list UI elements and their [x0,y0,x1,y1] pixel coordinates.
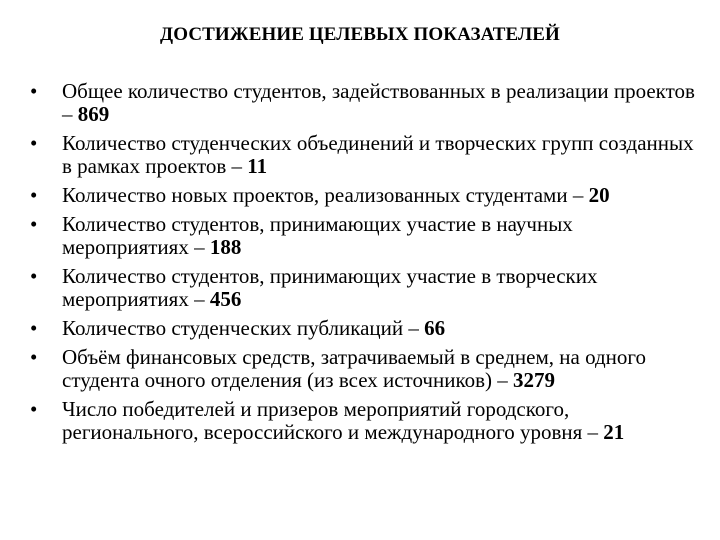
bullet-icon: • [30,183,38,207]
item-text: Количество студенческих публикаций – [62,316,425,340]
item-value: 3279 [513,368,555,392]
list-item [30,317,702,340]
item-text: Общее количество студентов, задействованных в реализации проектов – [62,79,695,126]
item-value: 66 [424,316,446,340]
bullet-icon: • [30,316,38,340]
list-item [30,265,702,311]
bullet-icon: • [30,212,38,236]
item-text: Количество студентов, принимающих участие в научных мероприятиях – [62,212,573,259]
item-value: 869 [77,102,110,126]
list-item [30,346,702,392]
list-item [30,132,702,178]
item-text: Объём финансовых средств, затрачиваемый в среднем, на одного студента очного отделения (из всех источников) – [62,345,646,392]
item-value: 11 [247,154,268,178]
item-value: 456 [209,287,242,311]
item-value: 21 [603,420,625,444]
item-text: Количество новых проектов, реализованных студентами – [62,183,589,207]
item-text: Количество студенческих объединений и творческих групп созданных в рамках проектов – [62,131,694,178]
slide-title: ДОСТИЖЕНИЕ ЦЕЛЕВЫХ ПОКАЗАТЕЛЕЙ [160,24,560,45]
item-text: Количество студентов, принимающих участие в творческих мероприятиях – [62,264,598,311]
indicator-list [30,80,702,450]
bullet-icon: • [30,264,38,288]
bullet-icon: • [30,79,38,103]
item-value: 188 [209,235,242,259]
bullet-icon: • [30,397,38,421]
item-value: 20 [588,183,610,207]
list-item [30,213,702,259]
list-item [30,80,702,126]
list-item [30,398,702,444]
bullet-icon: • [30,131,38,155]
list-item [30,184,702,207]
item-text: Число победителей и призеров мероприятий городского, регионального, всероссийского и международного уровня – [62,397,604,444]
bullet-icon: • [30,345,38,369]
